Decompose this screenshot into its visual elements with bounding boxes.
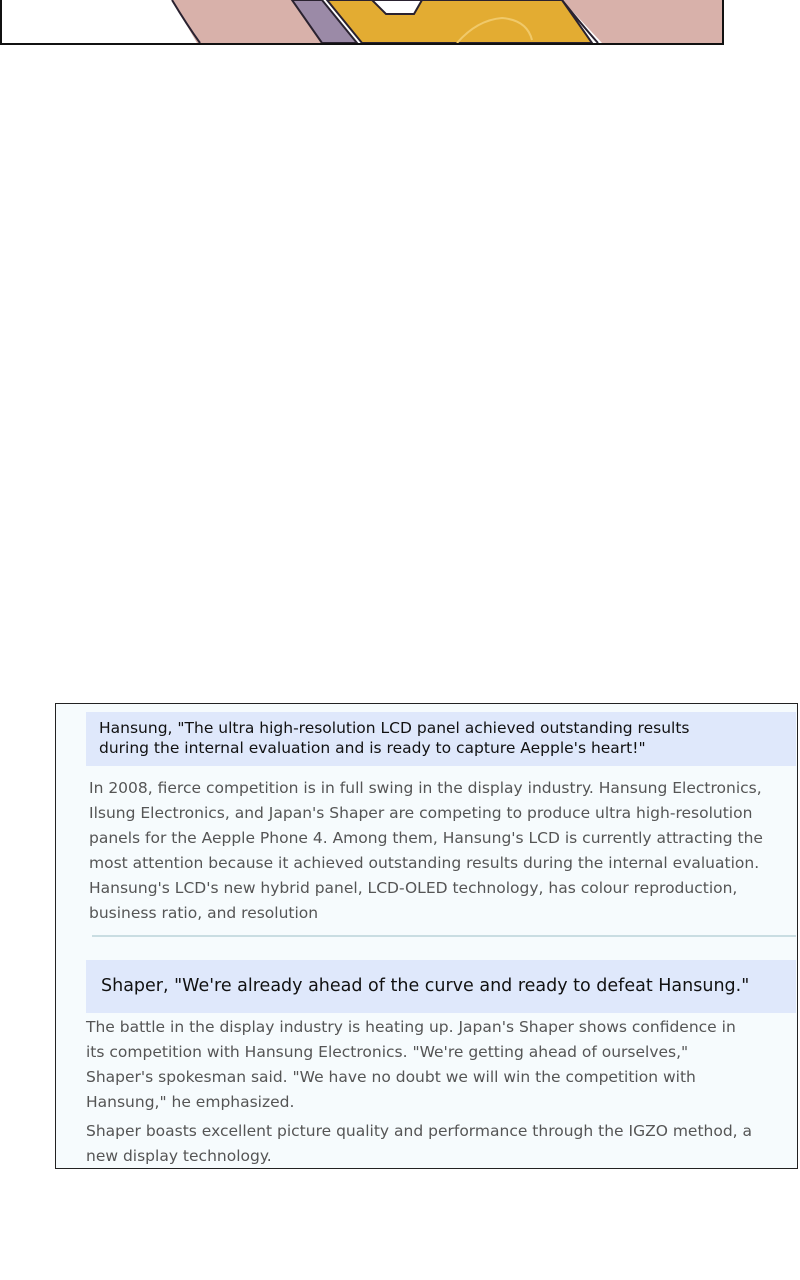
article-body-hansung: In 2008, fierce competition is in full swing in the display industry. Hansung Electronics, Ilsung Electronics, and Japan's Shaper are competing to produce ultra high-resolution panels for the Aepple Phone 4. Among them, Hansung's LCD is currently attracting the most attention because it achieved outstanding results during the internal evaluation. Hansung's LCD's new hybrid panel, LCD-OLED technology, has colour reproduction, business ratio, and resolution [89,779,763,922]
news-article-box [55,703,798,1169]
headline-hansung: Hansung, "The ultra high-resolution LCD panel achieved outstanding results during the internal evaluation and is ready to capture Aepple's heart!" [86,712,796,766]
article-body-shaper-igzo: Shaper boasts excellent picture quality and performance through the IGZO method, a new display technology. [86,1122,753,1165]
article-divider [92,935,796,937]
headline-shaper: Shaper, "We're already ahead of the curve and ready to defeat Hansung." [86,960,796,1013]
comic-panel [0,0,724,45]
comic-illustration [2,0,722,43]
article-body-shaper: The battle in the display industry is heating up. Japan's Shaper shows confidence in its competition with Hansung Electronics. "We're getting ahead of ourselves," Shaper's spokesman said. "We have no doubt we will win the competition with Hansung," he emphasized. [86,1018,736,1111]
